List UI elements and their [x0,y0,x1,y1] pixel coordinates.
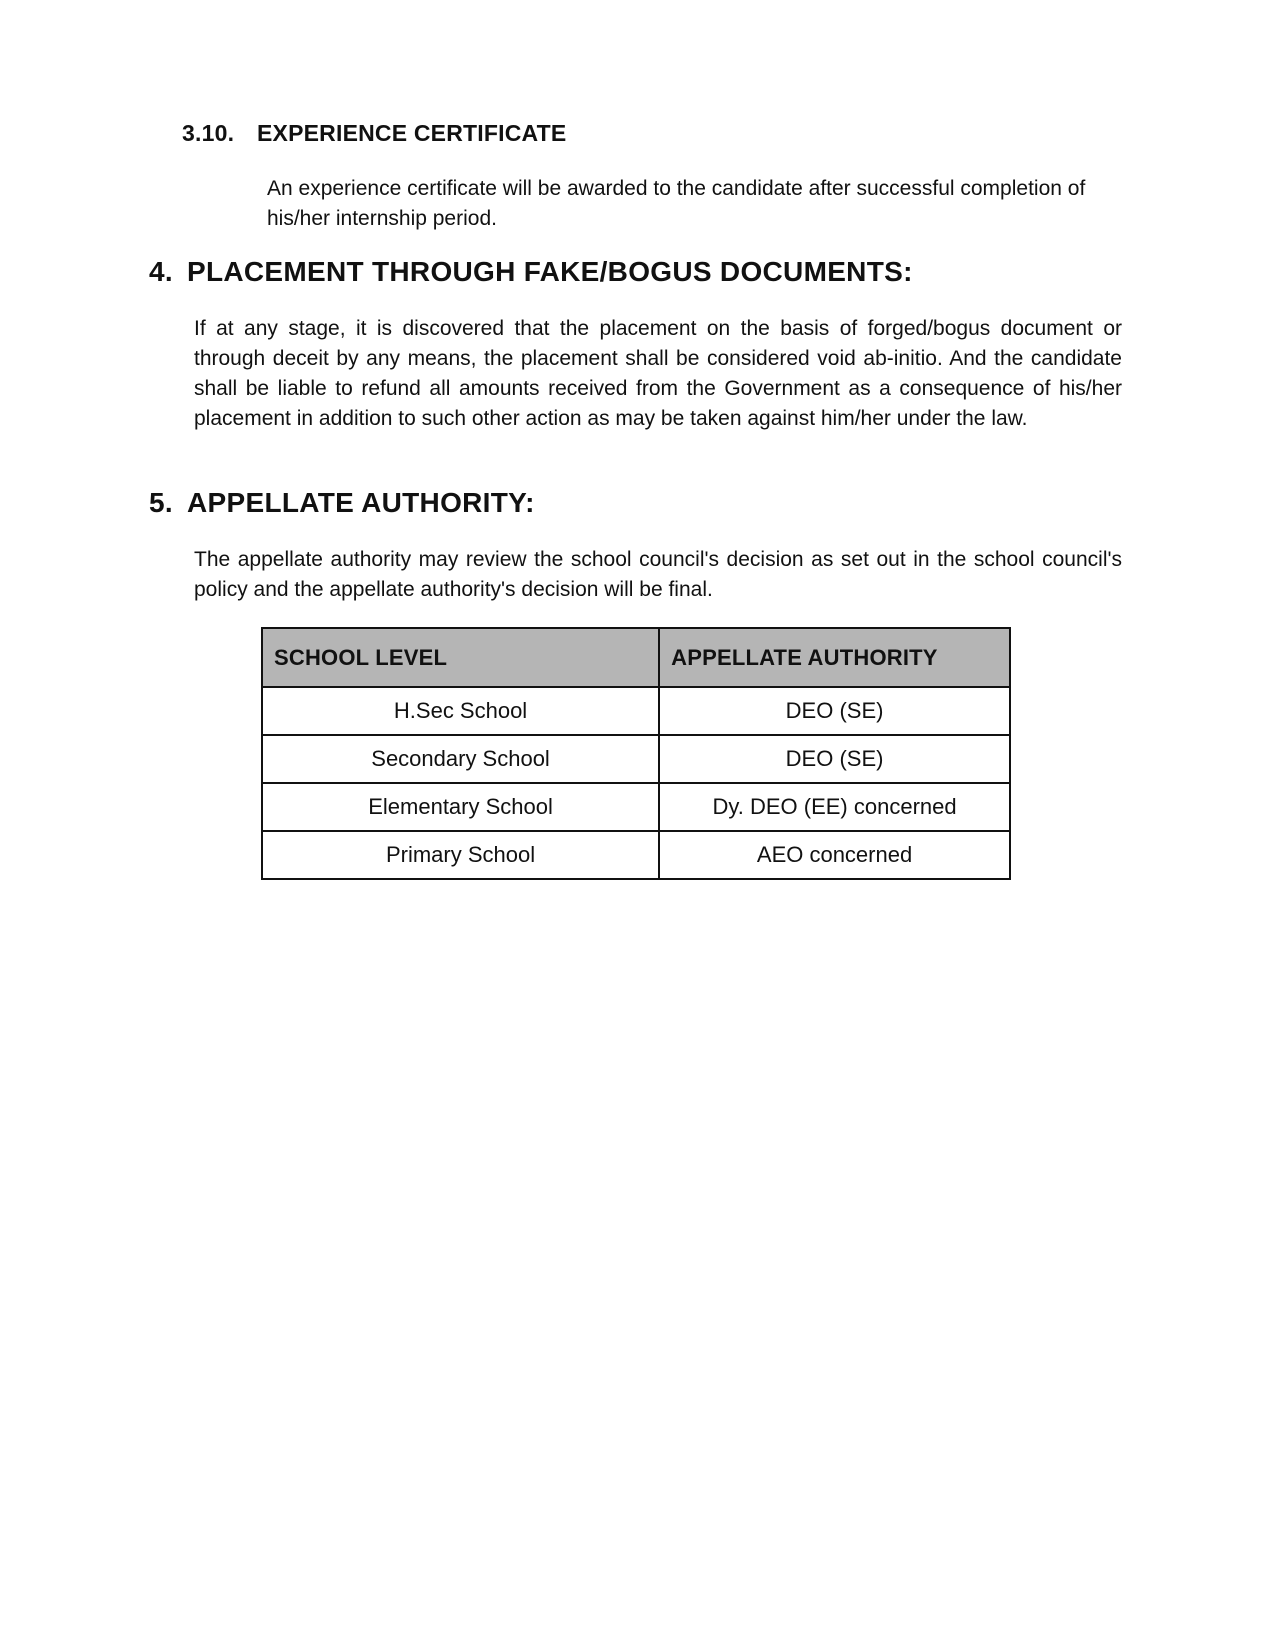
table-header-row [262,628,1010,687]
section-number: 4. [149,256,173,287]
section-title: APPELLATE AUTHORITY: [187,487,535,518]
section-number: 5. [149,487,173,518]
section-title: PLACEMENT THROUGH FAKE/BOGUS DOCUMENTS: [187,256,913,287]
appellate-authority-table [261,627,1011,880]
table-row [262,687,1010,735]
section-4-paragraph: If at any stage, it is discovered that the placement on the basis of forged/bogus document or through deceit by any means, the placement shall be considered void ab-initio. And the candidate shall be liable to refund all amounts received from the Government as a consequence of his/her placement in addition to such other action as may be taken against him/her under the law. [194,317,1122,430]
school-level-cell: H.Sec School [262,687,659,735]
section-5-paragraph: The appellate authority may review the school council's decision as set out in the school council's policy and the appellate authority's decision will be final. [194,548,1122,601]
subsection-title: EXPERIENCE CERTIFICATE [257,120,567,146]
subsection-3-10-paragraph: An experience certificate will be awarded to the candidate after successful completion of his/her internship period. [267,177,1086,230]
school-level-cell: Secondary School [262,735,659,783]
column-header-appellate-authority: APPELLATE AUTHORITY [659,628,1010,687]
authority-cell: AEO concerned [659,831,1010,879]
section-heading-5 [149,487,535,519]
authority-cell: DEO (SE) [659,687,1010,735]
table-row [262,783,1010,831]
authority-cell: Dy. DEO (EE) concerned [659,783,1010,831]
school-level-cell: Elementary School [262,783,659,831]
subsection-heading-3-10 [182,120,566,147]
subsection-number: 3.10. [182,120,235,146]
authority-cell: DEO (SE) [659,735,1010,783]
table-row [262,735,1010,783]
school-level-cell: Primary School [262,831,659,879]
table-row [262,831,1010,879]
column-header-school-level: SCHOOL LEVEL [262,628,659,687]
section-heading-4 [149,256,913,288]
